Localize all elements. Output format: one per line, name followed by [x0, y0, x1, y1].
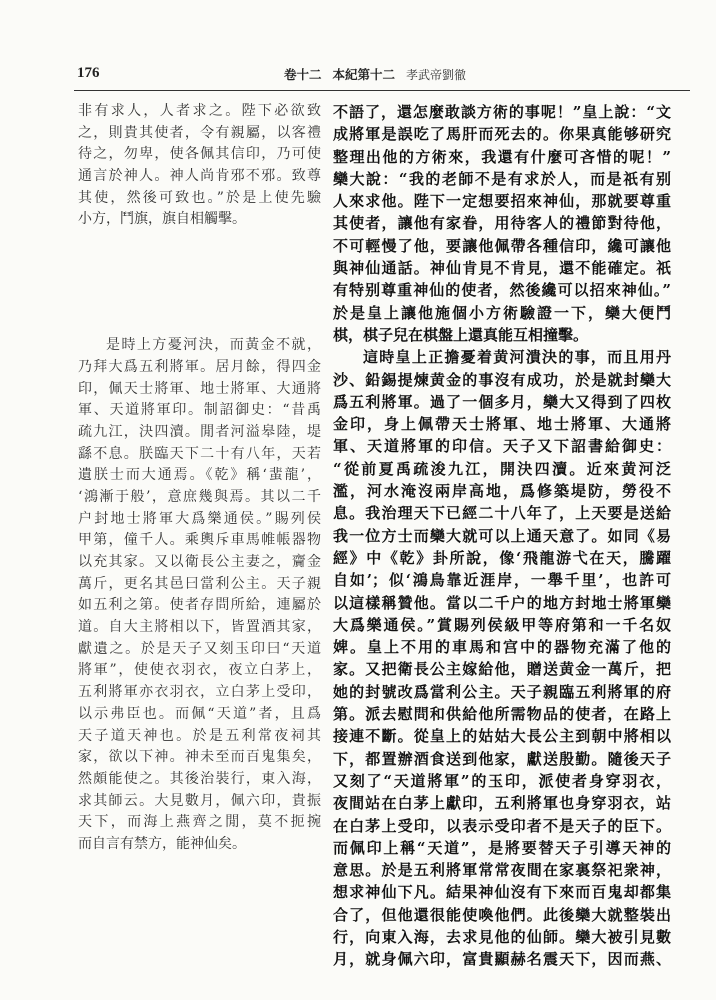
original-text-line: 以充其家。又以衛長公主妻之，齎金 — [78, 554, 321, 570]
translation-text-line: 其使者，讓他有家眷，用待客人的禮節對待他， — [333, 214, 671, 233]
translation-text-line: 與神仙通話。神仙肯見不肯見，還不能確定。祇 — [333, 259, 671, 278]
translation-text-line: 夜間站在白茅上獻印，五利將軍也身穿羽衣，站 — [333, 794, 671, 813]
translation-text-line: 沙、鉛錫提煉黄金的事沒有成功，於是就封欒大 — [333, 370, 671, 389]
translation-text-line: 接連不斷。從皇上的姑姑大長公主到朝中將相以 — [333, 727, 671, 746]
original-text-line: 將軍”，使使衣羽衣，夜立白茅上， — [78, 662, 321, 679]
translation-text-line: 大爲樂通侯。”賞賜列侯級甲等府第和一千名奴 — [333, 615, 671, 634]
translation-text-line: 成將軍是誤吃了馬肝而死去的。你果真能够研究 — [333, 125, 671, 144]
original-paragraph — [78, 101, 321, 231]
translation-text-line: 意思。於是五利將軍常常夜間在家裏祭祀衆神， — [333, 861, 671, 880]
original-text-column — [78, 101, 321, 856]
running-head — [284, 67, 466, 83]
translation-text-line: 婢。皇上不用的車馬和宫中的器物充滿了他的 — [333, 638, 671, 657]
original-text-line: 繇不息。朕臨天下二十有八年，天若 — [78, 445, 321, 462]
translation-text-line: 這時皇上正擔憂着黄河潰決的事，而且用丹 — [363, 348, 671, 367]
translation-text-line: 爲五利將軍。過了一個多月，欒大又得到了四枚 — [333, 392, 671, 411]
translation-text-line: 經》中《乾》卦所說，像‘飛龍游弋在天，騰躍 — [333, 548, 671, 567]
original-text-line: 非有求人，人者求之。陛下必欲致 — [78, 103, 321, 119]
original-text-line: 天下，而海上燕齊之閒，莫不扼捥 — [78, 814, 321, 831]
translation-text-line: “從前夏禹疏浚九江，開決四瀆。近來黄河泛 — [333, 459, 671, 478]
running-head-chapter: 孝武帝劉徹 — [406, 68, 467, 82]
translation-text-line: 有特别尊重神仙的使者，然後纔可以招來神仙。” — [333, 281, 671, 300]
original-text-line: 通言於神人。神人尚肯邪不邪。致尊 — [78, 168, 321, 185]
original-text-line: 獻遺之。於是天子又刻玉印曰“天道 — [78, 640, 321, 657]
original-text-line: 然頗能使之。其後治裝行，東入海， — [78, 770, 321, 787]
page-number: 176 — [77, 65, 100, 81]
original-text-line: 萬斤，更名其邑曰當利公主。天子親 — [78, 575, 321, 592]
translation-text-line: 不可輕慢了他，要讓他佩帶各種信印，纔可讓他 — [333, 236, 671, 255]
translation-text-line: 第。派去慰問和供給他所需物品的使者，在路上 — [333, 705, 671, 724]
translation-text-line: 以這樣稱贊他。當以二千户的地方封地士將軍欒 — [333, 593, 671, 612]
original-text-line: 五利將軍亦衣羽衣，立白茅上受印， — [78, 684, 321, 701]
translation-text-line: 人來求他。陛下一定想要招來神仙，那就要尊重 — [333, 192, 671, 211]
translation-text-line: 月，就身佩六印，富貴顯赫名震天下，因而燕、 — [333, 950, 671, 969]
original-text-line: 待之，勿卑，使各佩其信印，乃可使 — [78, 146, 321, 163]
original-text-line: 家，欲以下神。神未至而百鬼集矣， — [78, 749, 321, 766]
translation-text-column — [333, 101, 671, 971]
original-text-line: 是時上方憂河決，而黃金不就， — [106, 337, 321, 354]
translation-paragraph — [333, 101, 671, 346]
original-text-line: 求其師云。大見數月，佩六印，貴振 — [78, 792, 321, 809]
running-head-section: 本紀第十二 — [332, 67, 396, 82]
original-paragraph — [78, 335, 321, 856]
header-rule — [74, 90, 690, 91]
translation-text-line: 欒大說：“我的老師不是有求於人，而是祇有别 — [333, 169, 671, 188]
original-text-line: ‘鴻漸于般’，意庶幾與焉。其以二千 — [78, 488, 321, 505]
original-text-line: 遺朕士而大通焉。《乾》稱‘蜚龍’， — [78, 467, 321, 484]
original-text-line: 之，則貴其使者，令有親屬，以客禮 — [78, 124, 321, 141]
translation-text-line: 行，向東入海，去求見他的仙師。欒大被引見數 — [333, 927, 671, 946]
original-text-line: 天子道天神也。於是五利常夜祠其 — [78, 727, 321, 744]
translation-text-line: 合了，但他還很能使喚他們。此後欒大就整裝出 — [333, 905, 671, 924]
translation-text-line: 棋，棋子兒在棋盤上還真能互相撞擊。 — [333, 325, 589, 344]
translation-paragraph — [333, 346, 671, 970]
translation-text-line: 下，都置辦酒食送到他家，獻送殷勤。隨後天子 — [333, 749, 671, 768]
original-text-line: 其使，然後可致也。”於是上使先驗 — [78, 189, 321, 206]
translation-text-line: 整理出他的方術來，我還有什麼可吝惜的呢！” — [333, 147, 671, 166]
original-text-line: 而自言有禁方，能神仙矣。 — [78, 835, 246, 852]
original-text-line: 軍、天道將軍印。制詔御史：“昔禹 — [78, 402, 321, 419]
translation-text-line: 不語了，還怎麼敢談方術的事呢！”皇上說：“文 — [333, 103, 671, 121]
original-text-line: 小方，鬥旗，旗自相觸擊。 — [78, 211, 246, 228]
translation-text-line: 於是皇上讓他施個小方術驗證一下，欒大便鬥 — [333, 303, 671, 322]
original-text-line: 以示弗臣也。而佩“天道”者，且爲 — [78, 705, 321, 722]
original-text-line: 印，佩天士將軍、地士將軍、大通將 — [78, 380, 321, 397]
translation-text-line: 濫，河水淹沒兩岸高地，爲修築堤防，勞役不 — [333, 482, 671, 501]
translation-text-line: 家。又把衛長公主嫁給他，贈送黄金一萬斤，把 — [333, 660, 671, 679]
original-text-line: 疏九江，決四瀆。閒者河溢皋陸，堤 — [78, 423, 321, 440]
original-text-line: 道。自大主將相以下，皆置酒其家， — [78, 619, 321, 636]
running-head-volume: 卷十二 — [284, 67, 322, 82]
original-text-line: 乃拜大爲五利將軍。居月餘，得四金 — [78, 358, 321, 375]
translation-text-line: 金印，身上佩帶天士將軍、地士將軍、大通將 — [333, 415, 671, 434]
translation-text-line: 她的封號改爲當利公主。天子親臨五利將軍的府 — [333, 682, 671, 701]
translation-text-line: 而佩印上稱“天道”，是將要替天子引導天神的 — [333, 838, 671, 857]
translation-text-line: 想求神仙下凡。結果神仙沒有下來而百鬼却都集 — [333, 883, 671, 902]
translation-text-line: 軍、天道將軍的印信。天子又下詔書給御史： — [333, 437, 671, 456]
original-text-line: 甲第，僮千人。乘輿斥車馬帷帳器物 — [78, 532, 321, 549]
translation-text-line: 息。我治理天下已經二十八年了，上天要是送給 — [333, 504, 671, 523]
translation-text-line: 又刻了“天道將軍”的玉印，派使者身穿羽衣， — [333, 771, 671, 790]
original-text-line: 户封地士將軍大爲樂通侯。”賜列侯 — [78, 510, 321, 527]
translation-text-line: 自如’；似‘鴻鳥靠近涯岸，一舉千里’，也許可 — [333, 571, 671, 590]
translation-text-line: 我一位方士而欒大就可以上通天意了。如同《易 — [333, 526, 671, 545]
translation-text-line: 在白茅上受印，以表示受印者不是天子的臣下。 — [333, 816, 671, 835]
original-text-line: 如五利之第。使者存問所給，連屬於 — [78, 597, 321, 614]
